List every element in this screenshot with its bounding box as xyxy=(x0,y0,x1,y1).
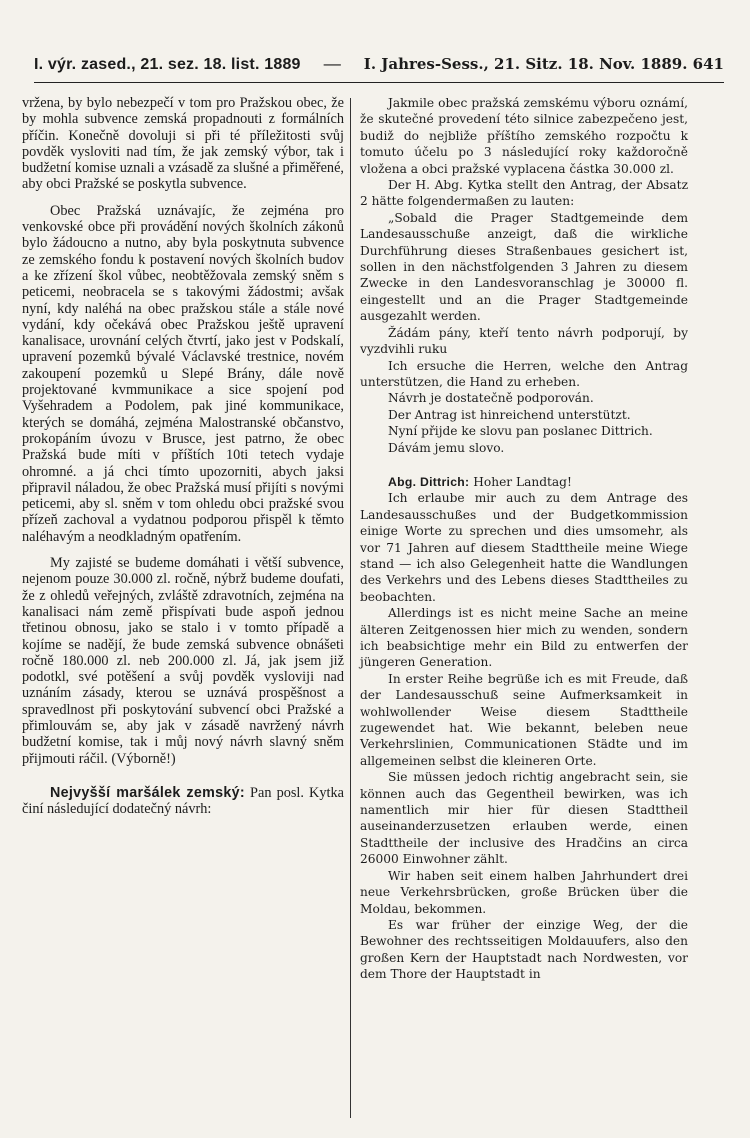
right-paragraph-5: Ich ersuche die Herren, welche den Antrag unterstützen, die Hand zu erheben. xyxy=(360,358,688,389)
right-speaker-line xyxy=(360,474,688,490)
header-czech: I. výr. zased., 21. sez. 18. list. 1889 xyxy=(34,56,301,73)
right-paragraph-7: Der Antrag ist hinreichend unterstützt. xyxy=(388,407,631,422)
left-paragraph-2: Obec Pražská uznávajíc, že zejména pro venkovské obce při provádění nových školních zákonů bylo žádoucno a nutno, aby byla poskytnuta subvence ze zemského fondu k postavení nových školních budov a ke zřízení škol vůbec, neobtěžovala zemský sněm s peticemi, neobracela se s takovými žádostmi; avšak nyní, kdy naléhá na obec pražskou stále a stále nové vydání, kdy očekává obec Pražskou ještě upravení kanalisace, urovnání celých čtvrtí, jako jest v Podskalí, upravení pozemků bývalé Václavské trestnice, novém zakoupení pozemků u Slepé Brány, dále nově projektované kvmmunikace a sice spojení pod Vyšehradem a Podolem, pak jiné kommunikace, kterých se domáhá, zejména Malostranské občanstvo, prokopáním úvozu v Brusce, jest patrno, že obec Pražská bude míti v příštích 10ti tetech vydaje ohromné. a já chci tímto upozorniti, abych jaksi připravil náladou, že obec Pražská musí přijíti s novými peticemi, aby sl. sněm v tom ohledu obci pražské svou přízeň zachoval a vydatnou podporou přispěl k těmto naléhavým a neodkladným opatřením. xyxy=(22,202,344,545)
header-german xyxy=(364,55,724,73)
left-column xyxy=(22,95,344,817)
right-paragraph-3: „Sobald die Prager Stadtgemeinde dem Landesausschuße anzeigt, daß die wirkliche Durchführung dieses Straßenbaues gesichert ist, sollen in den nächstfolgenden 3 Jahren zu diesem Zwecke in den Landesvoranschlag je 30000 fl. eingestellt und an die Prager Stadtgemeinde ausgezahlt werden. xyxy=(360,210,688,324)
left-paragraph-4 xyxy=(22,785,344,818)
right-paragraph-12: In erster Reihe begrüße ich es mit Freude, daß der Landesausschuß seine Aufmerksamkeit in wohlwollender Weise diesem Stadttheile zugewendet hat. Wie bekannt, beleben neue Verkehrslinien, Communicationen Städte und im allgemeinen selbst die kleineren Orte. xyxy=(360,671,688,768)
right-paragraph-13: Sie müssen jedoch richtig angebracht sein, sie können auch das Gegentheil bewirken, was ich namentlich mir hier für diesen Stadttheil auseinanderzusetzen erlauben werde, einen Stadttheile der inclusive des Hradčins an circa 26000 Einwohner zählt. xyxy=(360,770,688,867)
right-paragraph-10: Ich erlaube mir auch zu dem Antrage des Landesausschußes und der Budgetkommission einige Worte zu sprechen und dies umsomehr, als vor 71 Jahren auf diesem Stadttheile meine Wiege stand — ich also Gelegenheit hatte die Wandlungen des Verkehrs und des Lebens dieses Stadttheiles zu beobachten. xyxy=(360,491,688,604)
left-paragraph-4-text: Pan posl. Kytka činí následující dodatečný návrh: xyxy=(22,784,344,818)
right-paragraph-9: Dávám jemu slovo. xyxy=(388,440,505,455)
right-paragraph-2: Der H. Abg. Kytka stellt den Antrag, der Absatz 2 hätte folgendermaßen zu lauten: xyxy=(360,178,688,209)
right-paragraph-15: Es war früher der einzige Weg, der die Bewohner des rechtsseitigen Moldauufers, also den großen Kern der Hauptstadt nach Nordwesten, vor dem Thore der Hauptstadt in xyxy=(360,917,688,982)
page-number: 641 xyxy=(692,55,724,73)
speaker-dittrich-rest: Hoher Landtag! xyxy=(473,474,572,489)
header-dash: — xyxy=(323,54,341,73)
speaker-marsalek: Nejvyšší maršálek zemský: xyxy=(50,784,245,801)
right-paragraph-4: Žádám pány, kteří tento návrh podporují, by vyzdvihli ruku xyxy=(360,325,688,357)
right-column xyxy=(360,95,688,983)
right-paragraph-6: Návrh je dostatečně podporován. xyxy=(388,391,594,406)
column-divider xyxy=(350,98,351,1118)
left-paragraph-1: vržena, by bylo nebezpečí v tom pro Pražskou obec, že by mohla subvence zemská propadnouti z formálních příčin. Konečně dovoluji si při té příležitosti svůj povděk vysloviti nad tím, že jak zemský výbor, tak i budžetní komise uznali a vzásadě za slušné a přiměřené, aby obci Pražské se poskytla subvence. xyxy=(22,95,344,193)
header-german-text: I. Jahres-Sess., 21. Sitz. 18. Nov. 1889. xyxy=(363,55,688,73)
right-paragraph-1: Jakmile obec pražská zemskému výboru oznámí, že skutečné provedení této silnice zabezpečeno jest, budiž do nejbliže příštího zemského rozpočtu k tomuto účelu po 3 následující roky každoročně vložena a obci pražské vyplacena částka 30.000 zl. xyxy=(360,96,688,176)
right-paragraph-14: Wir haben seit einem halben Jahrhundert drei neue Verkehrsbrücken, große Brücken über die Moldau, bekommen. xyxy=(360,868,688,916)
right-paragraph-11: Allerdings ist es nicht meine Sache an meine älteren Zeitgenossen hier mich zu wenden, sondern ich beabsichtige mehr ein Bild zu entwerfen der jüngeren Generation. xyxy=(360,606,688,670)
speaker-dittrich: Abg. Dittrich: xyxy=(388,474,470,489)
right-paragraph-8: Nyní přijde ke slovu pan poslanec Dittrich. xyxy=(388,424,653,439)
left-paragraph-3: My zajisté se budeme domáhati i větší subvence, nejenom pouze 30.000 zl. ročně, nýbrž budeme doufati, že z ohledů veřejných, zvláště zdravotních, zejména na kanalisaci nám země přispívati bude aspoň jednou třetinou obnosu, jako se stalo i v tomto případě a kojíme se nadějí, že bude zemská subvence obnášeti ročně 180.000 zl. neb 200.000 zl. Já, jak jsem již podotkl, své potěšení a svůj povděk vysloviji nad uznáním zásady, kterou se uznává prospěšnost a spravedlnost při poskytování subvencí obci Pražské a přimlouvám se, aby jak v zásadě navržený návrh budžetní komise, tak i můj nový návrh slavný sněm přijmouti ráčil. (Výborně!) xyxy=(22,555,344,767)
page-header xyxy=(34,54,724,83)
